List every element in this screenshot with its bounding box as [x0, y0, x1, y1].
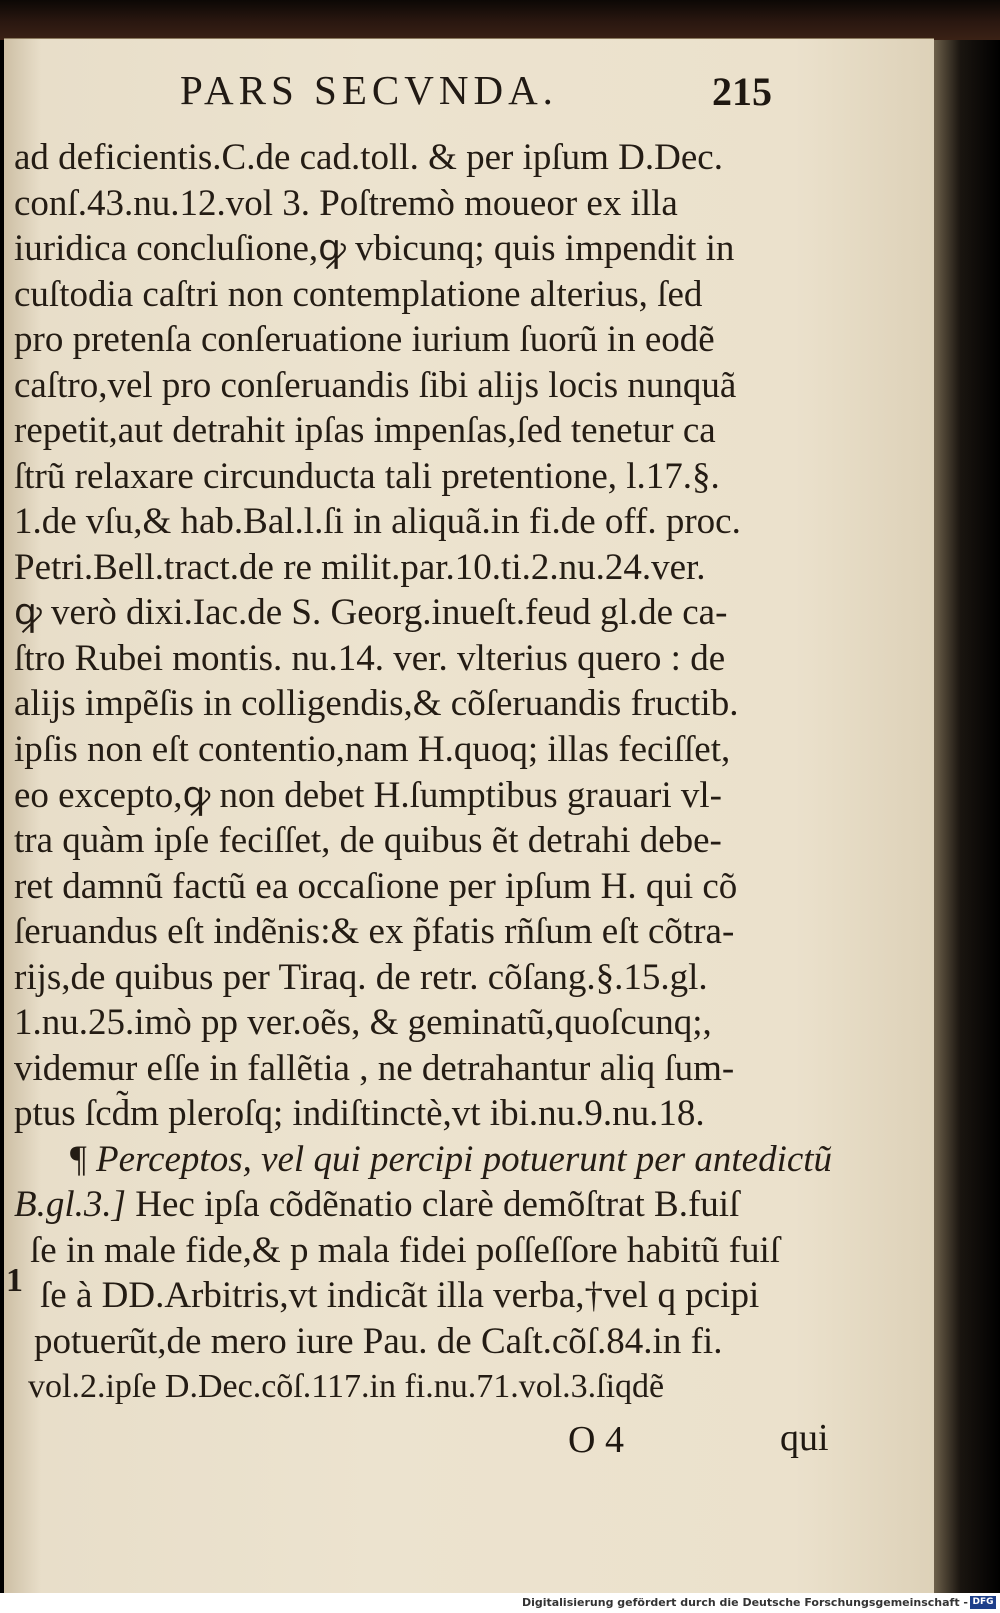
text-line: potuerũt,de mero iure Pau. de Caſt.cõſ.84.in fi. [34, 1321, 723, 1362]
signature-mark: O 4 [568, 1419, 624, 1461]
text-line: Hec ipſa cõdẽnatio clarè demõſtrat B.fuiſ [135, 1184, 740, 1225]
text-line: ſe in male fide,& p mala fidei poſſeſſore habitũ fuiſ [30, 1230, 781, 1271]
text-line: ptus ſcd̃m pleroſq; indiſtinctè,vt ibi.nu.9.nu.18. [14, 1093, 705, 1134]
lemma-quotation: Perceptos, vel qui percipi potuerunt per antedictũ [96, 1139, 833, 1180]
text-line: pro pretenſa conſeruatione iurium ſuorũ in eodẽ [14, 319, 715, 360]
text-line: rijs,de quibus per Tiraq. de retr. cõſang.§.15.gl. [14, 957, 708, 998]
digitization-credit-bar [0, 1593, 1000, 1613]
text-line: repetit,aut detrahit ipſas impenſas,ſed tenetur ca [14, 410, 716, 451]
text-line: ipſis non eſt contentio,nam H.quoq; illas feciſſet, [14, 729, 731, 770]
page-header [180, 66, 780, 126]
text-line: 1.de vſu,& hab.Bal.l.ſi in aliquã.in fi.de off. proc. [14, 501, 741, 542]
text-line: Petri.Bell.tract.de re milit.par.10.ti.2.nu.24.ver. [14, 547, 706, 588]
text-line: iuridica concluſione,ꝙ vbicunq; quis impendit in [14, 228, 735, 269]
running-title: PARS SECVNDA. [180, 67, 558, 113]
text-line: ſtrũ relaxare circunducta tali pretentione, l.17.§. [14, 456, 720, 497]
margin-note-number: 1 [6, 1262, 23, 1299]
text-line: alijs impẽſis in colligendis,& cõſeruandis fructib. [14, 683, 739, 724]
lemma-continuation [14, 1185, 739, 1225]
text-line: conſ.43.nu.12.vol 3. Poſtremò moueor ex illa [14, 183, 678, 224]
lemma-line [70, 1140, 832, 1180]
binding-spine [0, 0, 1000, 40]
text-line: caſtro,vel pro conſeruandis ſibi alijs locis nunquã [14, 365, 737, 406]
catchword: qui [780, 1417, 829, 1459]
lemma-reference: B.gl.3.] [14, 1184, 127, 1225]
text-line: videmur eſſe in fallẽtia , ne detrahantur aliq ſum- [14, 1048, 735, 1089]
text-line: cuſtodia caſtri non contemplatione alterius, ſed [14, 274, 703, 315]
text-line: 1.nu.25.imò pp ver.oẽs, & geminatũ,quoſcunq;, [14, 1002, 712, 1043]
credit-text: Digitalisierung gefördert durch die Deutsche Forschungsgemeinschaft - [521, 1596, 968, 1609]
text-line: ad deficientis.C.de cad.toll. & per ipſum D.Dec. [14, 137, 723, 178]
text-line: ꝙ verò dixi.Iac.de S. Georg.inueſt.feud gl.de ca- [14, 592, 728, 633]
dfg-logo: DFG [970, 1596, 996, 1609]
pilcrow-icon: ¶ [70, 1139, 87, 1180]
folio-number: 215 [712, 69, 772, 114]
page-edge-shadow [934, 40, 1000, 1593]
text-line: ſtro Rubei montis. nu.14. ver. vlterius quero : de [14, 638, 726, 679]
text-line: tra quàm ipſe feciſſet, de quibus ẽt detrahi debe- [14, 820, 722, 861]
text-line: eo excepto,ꝙ non debet H.ſumptibus grauari vl- [14, 775, 722, 816]
text-line: vol.2.ipſe D.Dec.cõſ.117.in fi.nu.71.vol.3.ſiqdẽ [28, 1368, 665, 1405]
text-line: ſeruandus eſt indẽnis:& ex p̃fatis rñſum eſt cõtra- [14, 911, 735, 952]
text-line: ret damnũ factũ ea occaſione per ipſum H. qui cõ [14, 866, 738, 907]
text-line: ſe à DD.Arbitris,vt indicãt illa verba,†vel q pcipi [40, 1275, 760, 1316]
